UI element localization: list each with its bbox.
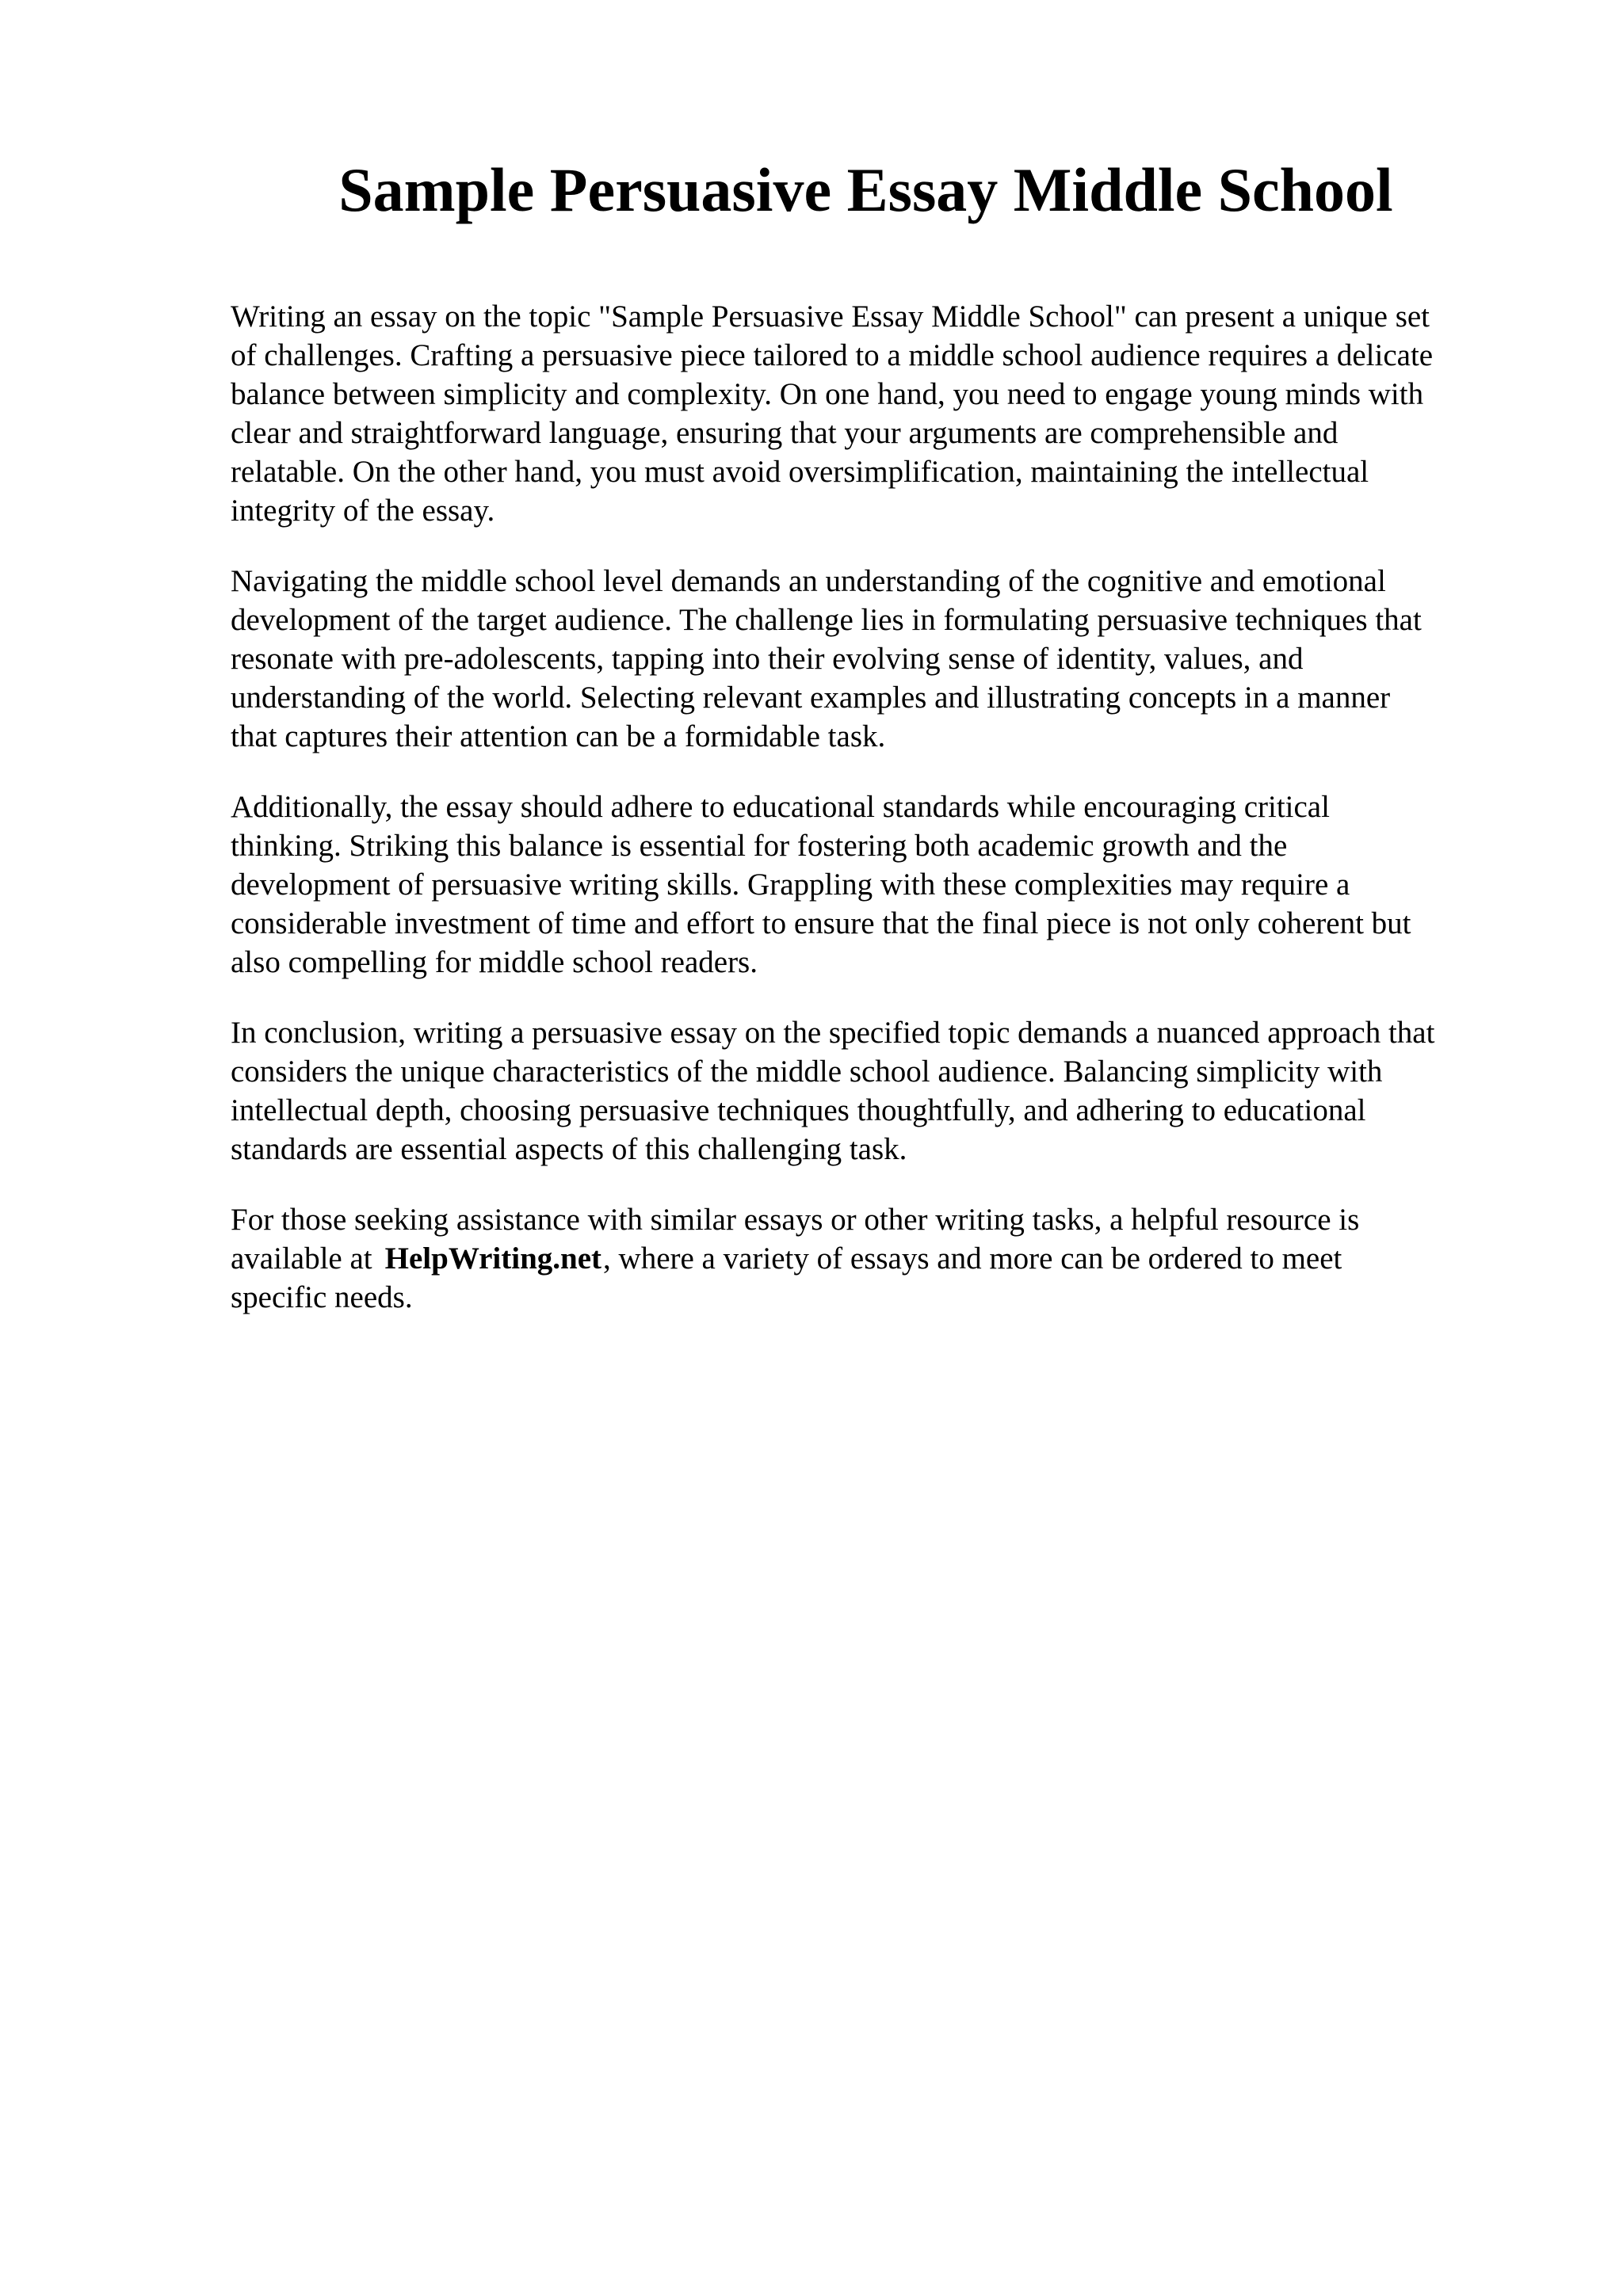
- paragraph-line: For those seeking assistance with similar essays or other writing tasks, a helpful resource is: [231, 1203, 1360, 1237]
- closing-text-after: , where a variety of essays and more can be ordered to meet: [603, 1241, 1342, 1276]
- paragraph-line: that captures their attention can be a formidable task.: [231, 719, 886, 753]
- paragraph-line: In conclusion, writing a persuasive essay on the specified topic demands a nuanced approach that: [231, 1016, 1435, 1050]
- paragraph-line: [231, 1239, 1530, 1278]
- paragraph-line: clear and straightforward language, ensuring that your arguments are comprehensible and: [231, 416, 1338, 450]
- paragraph-line: considerable investment of time and effort to ensure that the final piece is not only coherent but: [231, 906, 1411, 940]
- paragraph-line: resonate with pre-adolescents, tapping into their evolving sense of identity, values, and: [231, 642, 1304, 676]
- paragraph-4: [231, 1013, 1530, 1169]
- paragraph-line: standards are essential aspects of this challenging task.: [231, 1132, 907, 1166]
- closing-paragraph: [231, 1200, 1530, 1317]
- paragraph-line: also compelling for middle school readers.: [231, 945, 758, 979]
- paragraph-line: Additionally, the essay should adhere to educational standards while encouraging critical: [231, 790, 1330, 824]
- paragraph-line: balance between simplicity and complexity. On one hand, you need to engage young minds with: [231, 377, 1424, 411]
- closing-text-before: available at: [231, 1241, 372, 1276]
- paragraph-2: [231, 562, 1530, 756]
- paragraph-line: development of the target audience. The challenge lies in formulating persuasive techniques that: [231, 603, 1422, 637]
- paragraph-3: [231, 788, 1530, 982]
- paragraph-line: intellectual depth, choosing persuasive techniques thoughtfully, and adhering to educational: [231, 1093, 1366, 1127]
- paragraph-line: integrity of the essay.: [231, 494, 495, 528]
- paragraph-1: [231, 297, 1530, 530]
- paragraph-line: specific needs.: [231, 1280, 413, 1314]
- document-title: Sample Persuasive Essay Middle School: [338, 155, 1393, 224]
- paragraph-line: relatable. On the other hand, you must avoid oversimplification, maintaining the intellectual: [231, 455, 1369, 489]
- paragraph-line: Writing an essay on the topic "Sample Persuasive Essay Middle School" can present a unique set: [231, 299, 1430, 334]
- helpwriting-link[interactable]: HelpWriting.net: [384, 1241, 602, 1276]
- paragraph-line: Navigating the middle school level demands an understanding of the cognitive and emotional: [231, 564, 1386, 598]
- paragraph-line: development of persuasive writing skills. Grappling with these complexities may require a: [231, 868, 1350, 902]
- paragraph-line: understanding of the world. Selecting relevant examples and illustrating concepts in a manner: [231, 681, 1391, 715]
- paragraph-line: of challenges. Crafting a persuasive piece tailored to a middle school audience requires a delicate: [231, 338, 1434, 372]
- document-body: [231, 297, 1530, 1348]
- paragraph-line: thinking. Striking this balance is essential for fostering both academic growth and the: [231, 829, 1288, 863]
- paragraph-line: considers the unique characteristics of the middle school audience. Balancing simplicity with: [231, 1055, 1383, 1089]
